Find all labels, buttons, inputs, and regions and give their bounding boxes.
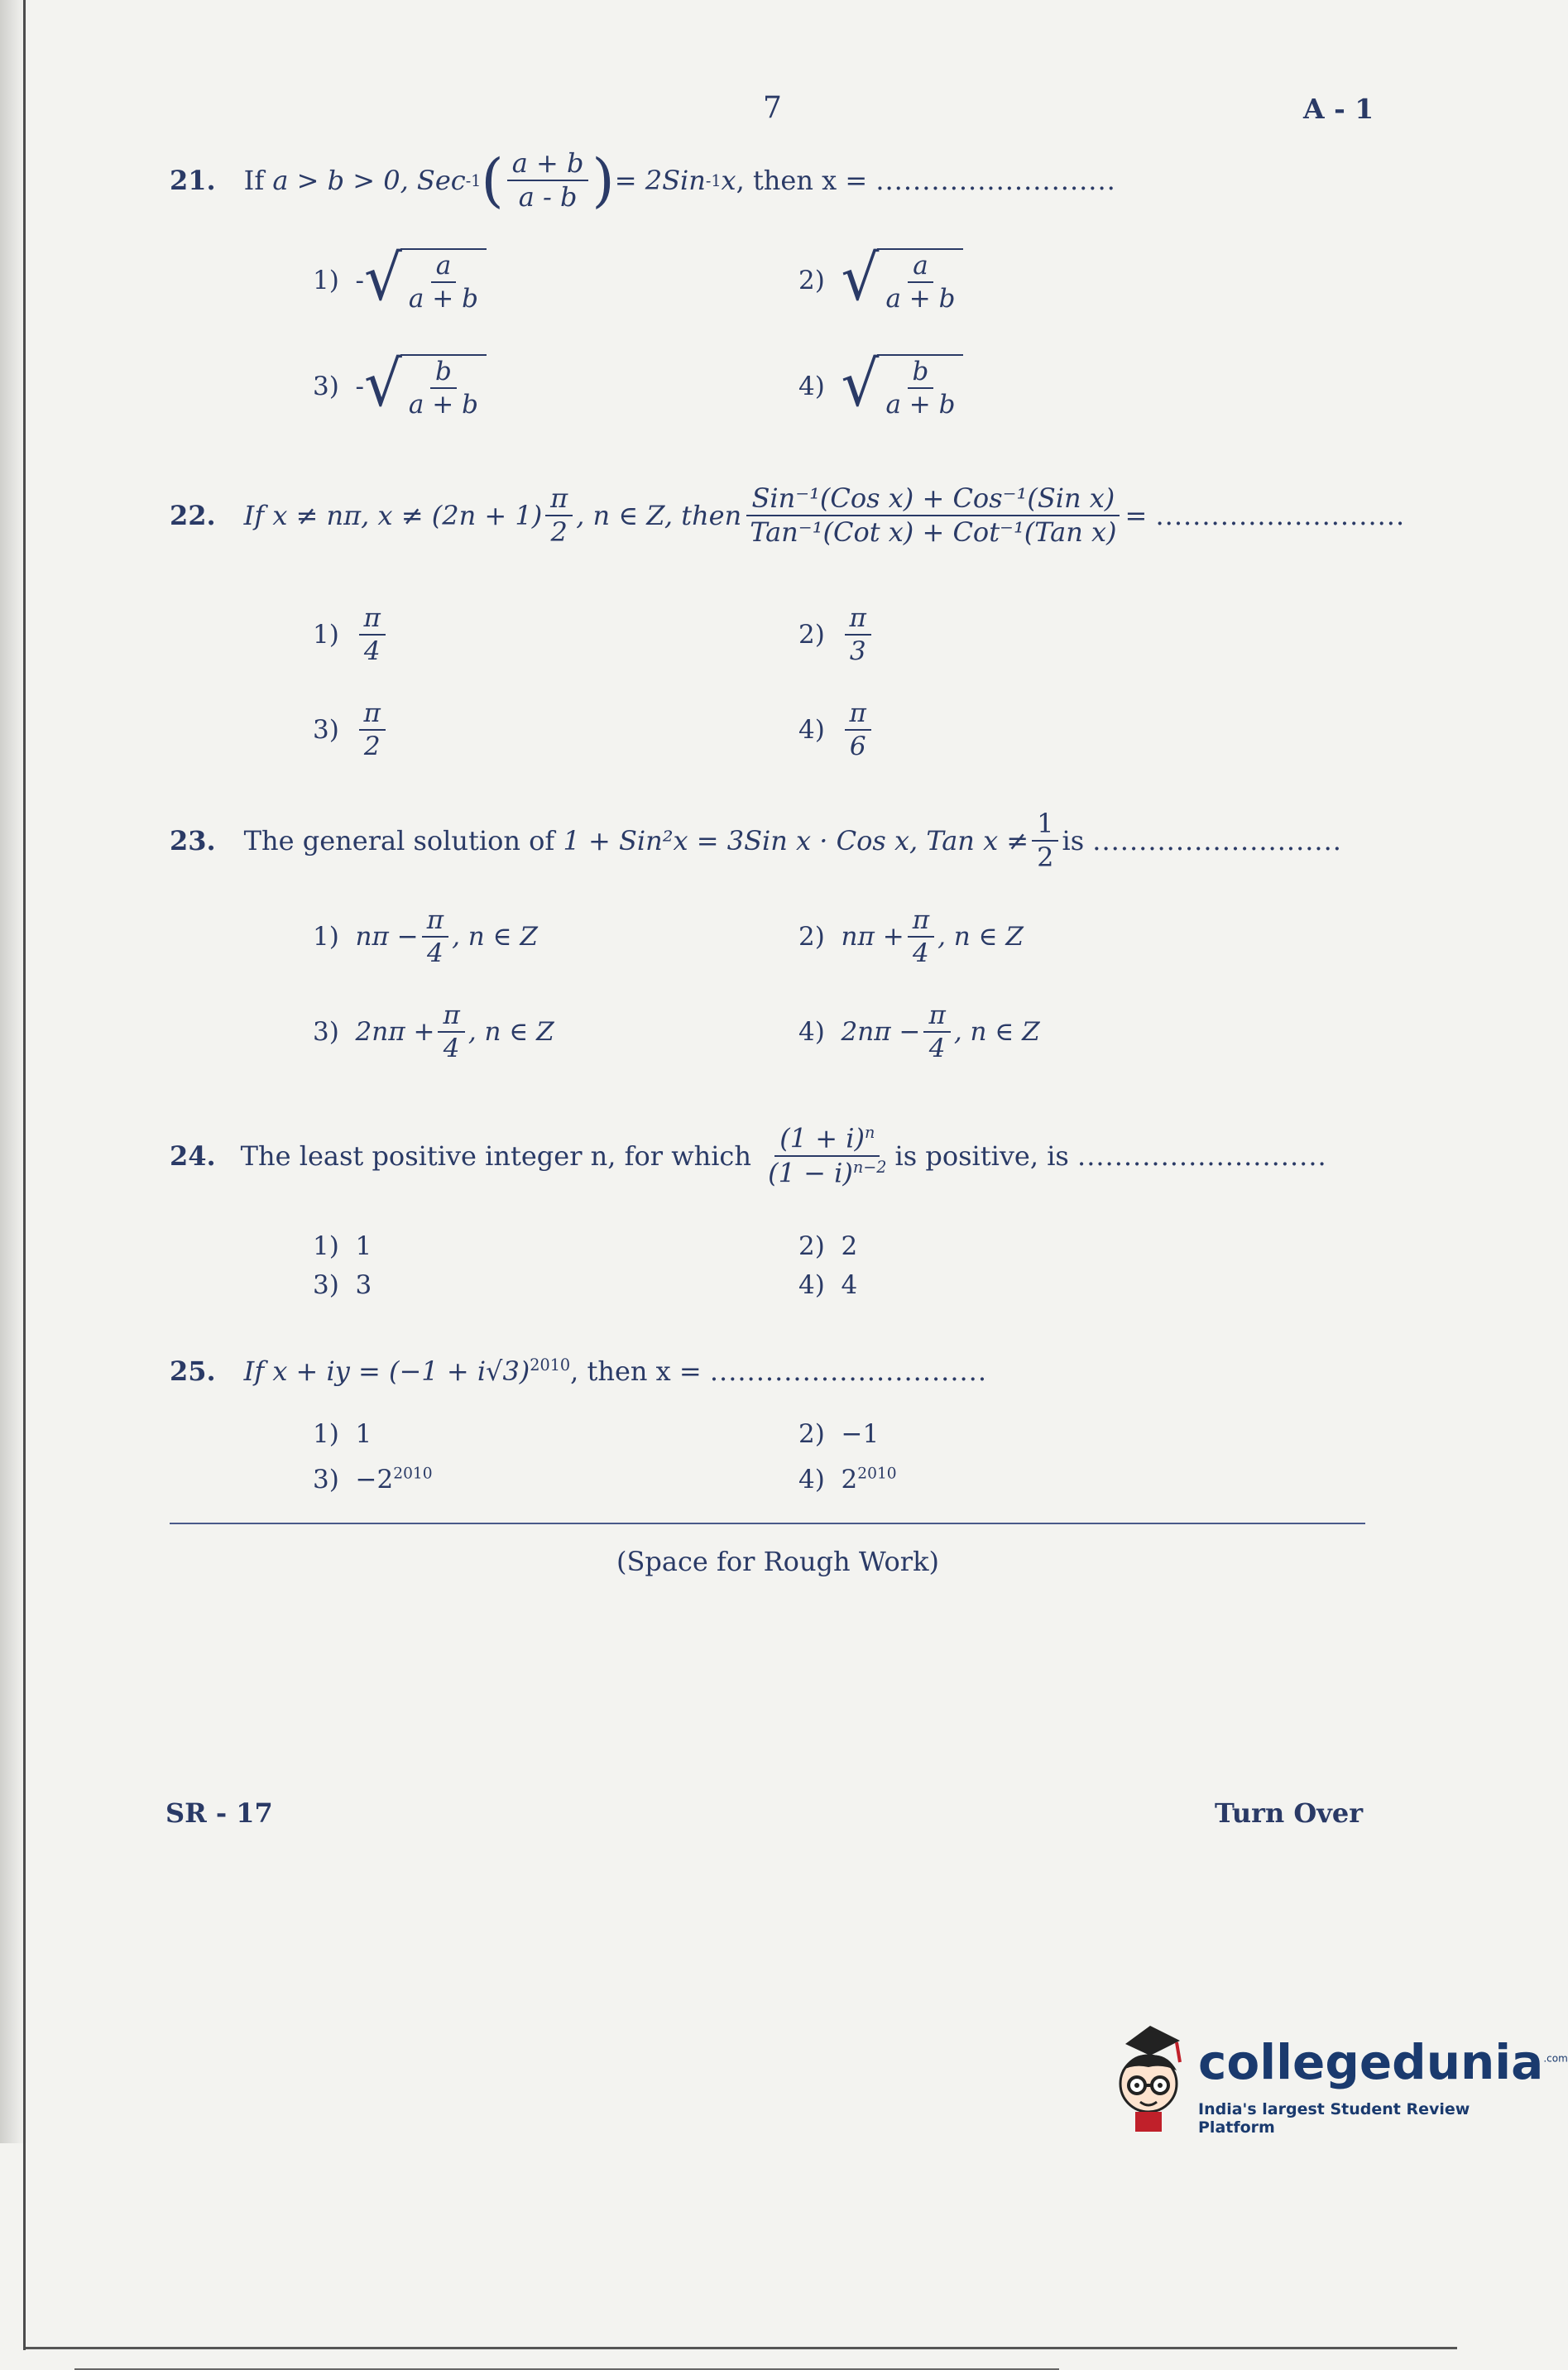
fraction-denominator: 4 bbox=[363, 636, 381, 667]
option-value: −2 bbox=[355, 1465, 394, 1494]
question-22 bbox=[170, 484, 1405, 547]
question-tail: , then x = bbox=[736, 165, 868, 197]
option-label: 4) bbox=[798, 1270, 825, 1300]
fraction-denominator: a + b bbox=[408, 284, 478, 314]
option-label: 3) bbox=[313, 1465, 339, 1494]
fraction-denominator: a + b bbox=[408, 390, 478, 420]
question-tail: = bbox=[1124, 500, 1148, 532]
option-label: 2) bbox=[798, 1419, 825, 1449]
option-21-2 bbox=[798, 241, 963, 314]
fraction-numerator: π bbox=[438, 1001, 464, 1033]
question-text: If bbox=[243, 165, 265, 197]
option-21-4 bbox=[798, 347, 963, 420]
option-25-1 bbox=[313, 1419, 372, 1449]
question-number: 21. bbox=[170, 165, 216, 197]
answer-blank: .......................... bbox=[875, 165, 1116, 197]
option-21-3 bbox=[313, 347, 487, 420]
rhs-var: x bbox=[721, 165, 736, 197]
fraction-denominator: 2 bbox=[1037, 842, 1054, 874]
option-value: 3 bbox=[355, 1270, 372, 1300]
fraction-numerator: 1 bbox=[1032, 809, 1058, 842]
option-value: 1 bbox=[355, 1419, 372, 1449]
option-23-1 bbox=[313, 906, 538, 967]
option-label: 4) bbox=[798, 715, 825, 746]
question-mid: , n ∈ Z, then bbox=[576, 500, 742, 532]
option-23-2 bbox=[798, 906, 1024, 967]
option-value: 2 bbox=[841, 1465, 858, 1494]
fraction-numerator: π bbox=[359, 604, 386, 636]
page-number: 7 bbox=[763, 91, 782, 125]
func-name: Sec bbox=[416, 165, 466, 197]
question-tail: is bbox=[1062, 825, 1085, 857]
option-post: , n ∈ Z bbox=[468, 1017, 554, 1048]
numerator-exp: n bbox=[864, 1123, 875, 1142]
question-number: 22. bbox=[170, 500, 216, 532]
option-22-3 bbox=[313, 699, 389, 760]
option-label: 4) bbox=[798, 372, 825, 402]
option-24-4 bbox=[798, 1270, 857, 1300]
denominator-exp: n−2 bbox=[852, 1157, 887, 1177]
brand-name: collegedunia$^{.com}$ bbox=[1198, 2034, 1568, 2090]
func-exp: -1 bbox=[465, 170, 482, 190]
fraction bbox=[507, 149, 589, 212]
option-label: 4) bbox=[798, 1465, 825, 1494]
fraction-denominator: a + b bbox=[885, 284, 956, 314]
answer-blank: ........................... bbox=[1077, 1139, 1327, 1172]
option-value: 1 bbox=[355, 1231, 372, 1261]
fraction-numerator: b bbox=[430, 357, 457, 389]
sqrt: √ $\frac{a}{a + b}$ bbox=[842, 248, 964, 313]
fraction-denominator: a + b bbox=[885, 390, 956, 420]
option-label: 2) bbox=[798, 266, 825, 296]
collegedunia-logo bbox=[1100, 2019, 1568, 2137]
option-24-2 bbox=[798, 1231, 857, 1261]
equation: 1 + Sin²x = 3Sin x · Cos x, Tan x ≠ bbox=[563, 825, 1029, 857]
option-label: 3) bbox=[313, 372, 339, 402]
question-24 bbox=[170, 1124, 1327, 1188]
fraction-numerator: π bbox=[545, 484, 573, 516]
option-22-4 bbox=[798, 699, 875, 760]
option-22-1 bbox=[313, 604, 389, 665]
answer-blank: ........................... bbox=[1092, 825, 1342, 857]
close-paren: ) bbox=[592, 146, 615, 215]
sqrt: √ $\frac{b}{a + b}$ bbox=[842, 354, 964, 419]
answer-blank: ........................... bbox=[1155, 500, 1406, 532]
fraction bbox=[763, 1124, 891, 1188]
fraction-numerator: π bbox=[359, 699, 386, 731]
option-24-3 bbox=[313, 1270, 372, 1300]
rhs: = 2Sin bbox=[614, 165, 706, 197]
answer-blank: .............................. bbox=[709, 1355, 988, 1387]
fraction-denominator: 4 bbox=[913, 938, 929, 969]
option-post: , n ∈ Z bbox=[937, 922, 1024, 952]
option-pre: nπ + bbox=[841, 922, 904, 952]
fraction-denominator: a - b bbox=[518, 181, 578, 213]
option-sign: - bbox=[355, 266, 365, 296]
option-label: 1) bbox=[313, 922, 339, 952]
option-label: 1) bbox=[313, 1419, 339, 1449]
fraction-denominator: 4 bbox=[427, 938, 444, 969]
option-post: , n ∈ Z bbox=[452, 922, 538, 952]
question-number: 24. bbox=[170, 1139, 216, 1172]
option-pre: nπ − bbox=[355, 922, 419, 952]
option-23-4 bbox=[798, 1001, 1040, 1063]
fraction-numerator: π bbox=[422, 906, 448, 938]
page-edge bbox=[23, 0, 26, 2350]
fraction-numerator: a bbox=[908, 252, 933, 283]
fraction-denominator: (1 − i) bbox=[768, 1157, 853, 1189]
option-22-2 bbox=[798, 604, 875, 665]
option-label: 2) bbox=[798, 1231, 825, 1261]
fraction-numerator: Sin⁻¹(Cos x) + Cos⁻¹(Sin x) bbox=[746, 484, 1120, 516]
option-pre: 2nπ + bbox=[355, 1017, 435, 1048]
question-25 bbox=[170, 1355, 987, 1387]
fraction-numerator: π bbox=[845, 604, 871, 636]
brand-tagline: India's largest Student Review Platform bbox=[1198, 2100, 1470, 2137]
open-paren: ( bbox=[481, 146, 504, 215]
question-23 bbox=[170, 809, 1342, 872]
fraction-denominator: 2 bbox=[550, 516, 568, 549]
option-label: 3) bbox=[313, 1017, 339, 1048]
option-value: 4 bbox=[841, 1270, 858, 1300]
fraction-denominator: 2 bbox=[363, 732, 381, 762]
fraction-denominator: 4 bbox=[928, 1034, 946, 1064]
fraction-numerator: π bbox=[845, 699, 871, 731]
fraction-denominator: 6 bbox=[849, 732, 866, 762]
question-tail: is positive, is bbox=[894, 1139, 1069, 1172]
option-25-2 bbox=[798, 1419, 879, 1449]
option-label: 1) bbox=[313, 1231, 339, 1261]
fraction bbox=[545, 484, 573, 547]
question-text: The least positive integer n, for which bbox=[240, 1139, 751, 1172]
option-label: 1) bbox=[313, 266, 339, 296]
fraction-denominator: Tan⁻¹(Cot x) + Cot⁻¹(Tan x) bbox=[750, 516, 1117, 549]
option-exp: 2010 bbox=[857, 1465, 897, 1483]
booklet-code: A - 1 bbox=[1303, 93, 1374, 125]
option-pre: 2nπ − bbox=[841, 1017, 921, 1048]
question-text: If x ≠ nπ, x ≠ (2n + 1) bbox=[243, 500, 543, 532]
question-tail: , then x = bbox=[570, 1355, 702, 1387]
question-number: 23. bbox=[170, 825, 216, 857]
option-label: 4) bbox=[798, 1017, 825, 1048]
option-25-3 bbox=[313, 1465, 433, 1494]
section-divider bbox=[170, 1523, 1365, 1524]
option-post: , n ∈ Z bbox=[953, 1017, 1040, 1048]
fraction-numerator: π bbox=[923, 1001, 950, 1033]
option-label: 2) bbox=[798, 922, 825, 952]
sqrt: √ $\frac{b}{a + b}$ bbox=[364, 354, 487, 419]
option-value: −1 bbox=[841, 1419, 880, 1449]
option-label: 3) bbox=[313, 1270, 339, 1300]
footer-code: SR - 17 bbox=[165, 1797, 273, 1829]
option-exp: 2010 bbox=[393, 1465, 433, 1483]
fraction-denominator: 4 bbox=[443, 1034, 460, 1064]
page-bottom-edge bbox=[26, 2347, 1457, 2349]
fraction-numerator: a bbox=[431, 252, 456, 283]
option-label: 2) bbox=[798, 620, 825, 650]
fraction bbox=[1032, 809, 1058, 872]
option-25-4 bbox=[798, 1465, 897, 1494]
option-value: 2 bbox=[841, 1231, 858, 1261]
option-label: 1) bbox=[313, 620, 339, 650]
option-21-1 bbox=[313, 241, 487, 314]
fraction-numerator: b bbox=[908, 357, 934, 389]
condition: a > b > 0, bbox=[272, 165, 409, 197]
turn-over-label: Turn Over bbox=[1215, 1797, 1364, 1829]
fraction-numerator: π bbox=[908, 906, 934, 938]
fraction-denominator: 3 bbox=[849, 636, 866, 667]
rhs-exp: -1 bbox=[705, 170, 722, 190]
question-text: If x + iy = (−1 + i√3) bbox=[243, 1355, 530, 1387]
mascot-icon bbox=[1100, 2019, 1193, 2135]
option-23-3 bbox=[313, 1001, 554, 1063]
fraction-numerator: a + b bbox=[507, 149, 589, 181]
fraction-numerator: (1 + i) bbox=[779, 1122, 865, 1154]
rough-work-label: (Space for Rough Work) bbox=[616, 1546, 939, 1577]
sqrt: √ $\frac{a}{a + b}$ bbox=[364, 248, 487, 313]
option-24-1 bbox=[313, 1231, 372, 1261]
option-label: 3) bbox=[313, 715, 339, 746]
question-number: 25. bbox=[170, 1355, 216, 1387]
option-sign: - bbox=[355, 372, 365, 402]
question-text: The general solution of bbox=[243, 825, 555, 857]
question-exp: 2010 bbox=[530, 1355, 571, 1375]
question-21 bbox=[170, 146, 1116, 215]
fraction-main bbox=[745, 484, 1121, 547]
